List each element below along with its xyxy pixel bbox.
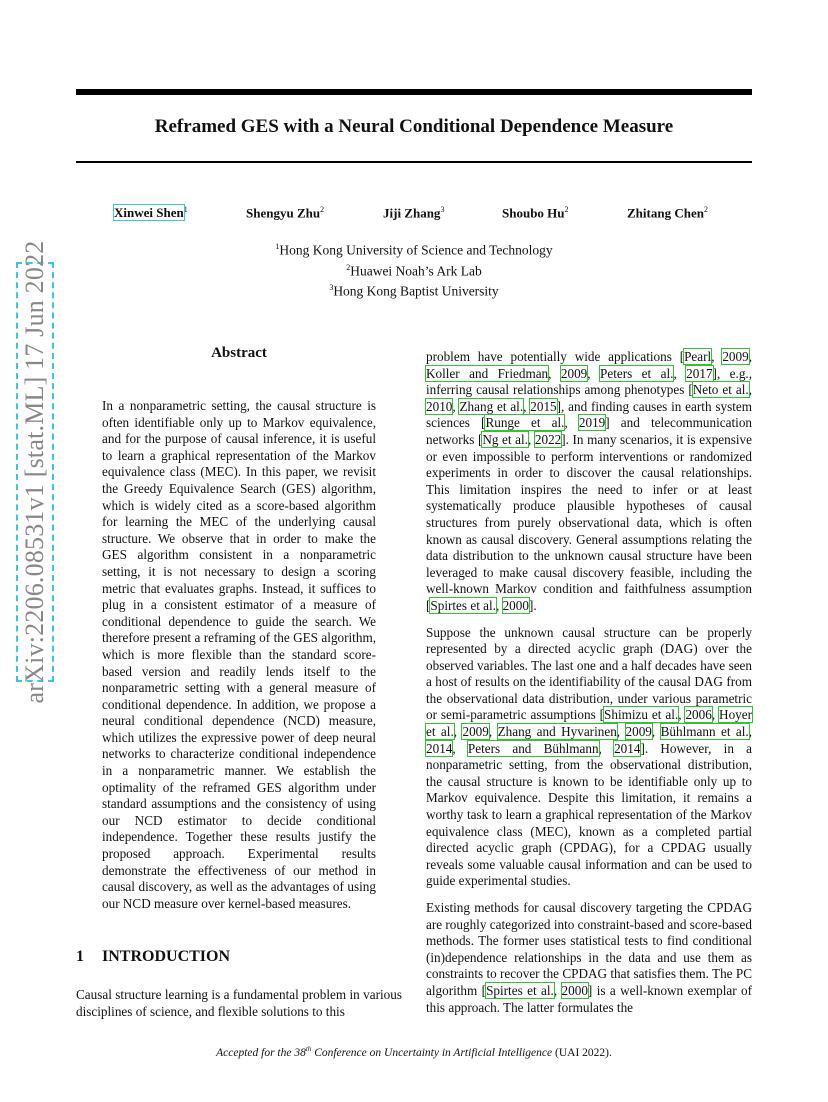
author: Shoubo Hu$^2$ <box>502 205 569 221</box>
citation-link[interactable]: 2015 <box>530 398 557 414</box>
citation-link[interactable]: 2000 <box>561 982 588 998</box>
citation-link[interactable]: Zhang et al. <box>459 398 524 414</box>
abstract-heading: Abstract <box>211 345 267 361</box>
footer-tail: (UAI 2022). <box>552 1046 612 1059</box>
abstract-text: In a nonparametric setting, the causal structure is often identifiable only up to Markov equivalence, and for the purpose of causal inference, it is useful to learn a graphical representation of the Markov equivalence class (MEC). In this paper, we revisit the Greedy Equivalence Search (GES) algorithm, which is widely cited as a score-based algorithm for learning the MEC of the underlying causal structure. We observe that in order to make the GES algorithm consistent in a nonparametric setting, it is not necessary to design a scoring metric that evaluates graphs. Instead, it suffices to plug in a consistent estimator of a measure of conditional dependence to guide the search. We therefore present a reframing of the GES algorithm, which is more flexible than the standard score-based version and readily lends itself to the nonparametric setting with a general measure of conditional dependence. In addition, we propose a neural conditional dependence (NCD) measure, which utilizes the expressive power of deep neural networks to characterize conditional independence in a nonparametric manner. We establish the optimality of the reframed GES algorithm under standard assumptions and the consistency of using our NCD estimator to decide conditional independence. Together these results justify the proposed approach. Experimental results demonstrate the effectiveness of our method in causal discovery, as well as the advantages of using our NCD measure over kernel-based measures. <box>102 398 376 911</box>
paragraph: Existing methods for causal discovery targeting the CPDAG are roughly categorized into constraint-based and score-based methods. The former uses statistical tests to find conditional (in)dependence relationships in the data and use them as constraints to recover the CPDAG that satisfies them. The PC algorithm [Spirtes et al., 2000] is a well-known exemplar of this approach. The latter formulates the <box>426 900 752 1015</box>
citation-link[interactable]: Neto et al. <box>692 382 749 398</box>
affiliations <box>76 238 752 300</box>
citation-link[interactable]: Spirtes et al. <box>430 597 496 613</box>
section-heading <box>76 948 230 966</box>
citation-link[interactable]: 2014 <box>614 740 641 756</box>
citation-link[interactable]: Runge et al. <box>485 415 565 431</box>
affiliation: $^3$Hong Kong Baptist University <box>329 283 499 299</box>
paper-title: Reframed GES with a Neural Conditional Dependence Measure <box>154 116 674 137</box>
citation-link[interactable]: 2019 <box>578 415 606 431</box>
author: Shengyu Zhu$^2$ <box>246 205 325 221</box>
citation-link[interactable]: Ng et al. <box>482 431 528 447</box>
footer-venue: Accepted for the 38th Conference on Uncertainty in Artificial Intelligence <box>216 1045 553 1059</box>
citation-link[interactable]: 2010 <box>426 398 453 414</box>
author-list <box>76 205 752 225</box>
citation-link[interactable]: Peters and Bühlmann <box>467 740 599 756</box>
citation-link[interactable]: Peters et al. <box>600 365 674 381</box>
paragraph: problem have potentially wide applications [Pearl, 2009, Koller and Friedman, 2009, Peters et al., 2017], e.g., inferring causal relationships among phenotypes [Neto et al., 2010, Zhang et al., 2015], and finding causes in earth system sciences [Runge et al., 2019] and telecommunication networks [Ng et al., 2022]. In many scenarios, it is expensive or even impossible to perform interventions or randomized experiments in order to discover the causal relationships. This limitation inspires the need to infer or at least systematically produce plausible hypotheses of causal structures from purely observational data, which is often known as causal discovery. General assumptions relating the data distribution to the unknown causal structure have been leveraged to make causal discovery feasible, including the well-known Markov condition and faithfulness assumption [Spirtes et al., 2000]. <box>426 349 753 613</box>
affiliation: $^2$Huawei Noah’s Ark Lab <box>346 262 482 278</box>
citation-link[interactable]: Hoyer et al. <box>426 707 753 740</box>
citation-link[interactable]: 2009 <box>625 724 652 740</box>
citation-link[interactable]: 2009 <box>722 349 749 364</box>
citation-link[interactable]: 2017 <box>686 365 713 381</box>
citation-link[interactable]: 2014 <box>426 740 453 756</box>
author: Jiji Zhang$^3$ <box>383 205 445 221</box>
paragraph: Suppose the unknown causal structure can be properly represented by a directed acyclic graph (DAG) over the observed variables. The last one and a half decades have seen a host of results on the identifiability of the causal DAG from the observational data distribution, under various parametric or semi-parametric assumptions [Shimizu et al., 2006, Hoyer et al., 2009, Zhang and Hyvarinen, 2009, Bühlmann et al., 2014, Peters and Bühlmann, 2014]. However, in a nonparametric setting, from the observational distribution, the causal structure is known to be identifiable only up to Markov equivalence. Despite this limitation, it remains a worthy task to learn a graphical representation of the Markov equivalence class (MEC), known as a completed partial directed acyclic graph (CPDAG), for a CPDAG usually reveals some valuable causal information and can be used to guide experimental studies. <box>426 624 753 889</box>
citation-link[interactable]: 2000 <box>502 597 529 613</box>
citation-link[interactable]: 2009 <box>462 724 489 740</box>
author-link[interactable]: Xinwei Shen$^1$ <box>114 205 188 221</box>
citation-link[interactable]: 2022 <box>534 431 562 447</box>
affiliation: $^1$Hong Kong University of Science and Technology <box>275 242 553 258</box>
section-title: INTRODUCTION <box>102 948 231 965</box>
intro-text: Causal structure learning is a fundamental problem in various disciplines of science, and flexible solutions to this <box>76 987 402 1019</box>
citation-link[interactable]: 2009 <box>560 365 588 381</box>
citation-link[interactable]: Zhang and Hyvarinen <box>497 724 617 740</box>
citation-link[interactable]: 2006 <box>685 707 712 723</box>
citation-link[interactable]: Koller and Friedman <box>426 365 549 381</box>
title-rule <box>76 161 752 163</box>
citation-link[interactable]: Shimizu et al. <box>604 707 679 723</box>
right-column <box>426 349 752 1026</box>
section-number: 1 <box>76 948 84 965</box>
citation-link[interactable]: Spirtes et al. <box>486 982 554 998</box>
arxiv-stamp-link[interactable] <box>16 240 54 704</box>
citation-link[interactable]: Pearl <box>684 349 712 364</box>
footer <box>76 1045 752 1059</box>
top-rule <box>76 89 752 95</box>
author: Zhitang Chen$^2$ <box>627 205 708 221</box>
arxiv-stamp-text: arXiv:2206.08531v1 [stat.ML] 17 Jun 2022 <box>20 240 49 704</box>
citation-link[interactable]: Bühlmann et al. <box>660 724 749 740</box>
